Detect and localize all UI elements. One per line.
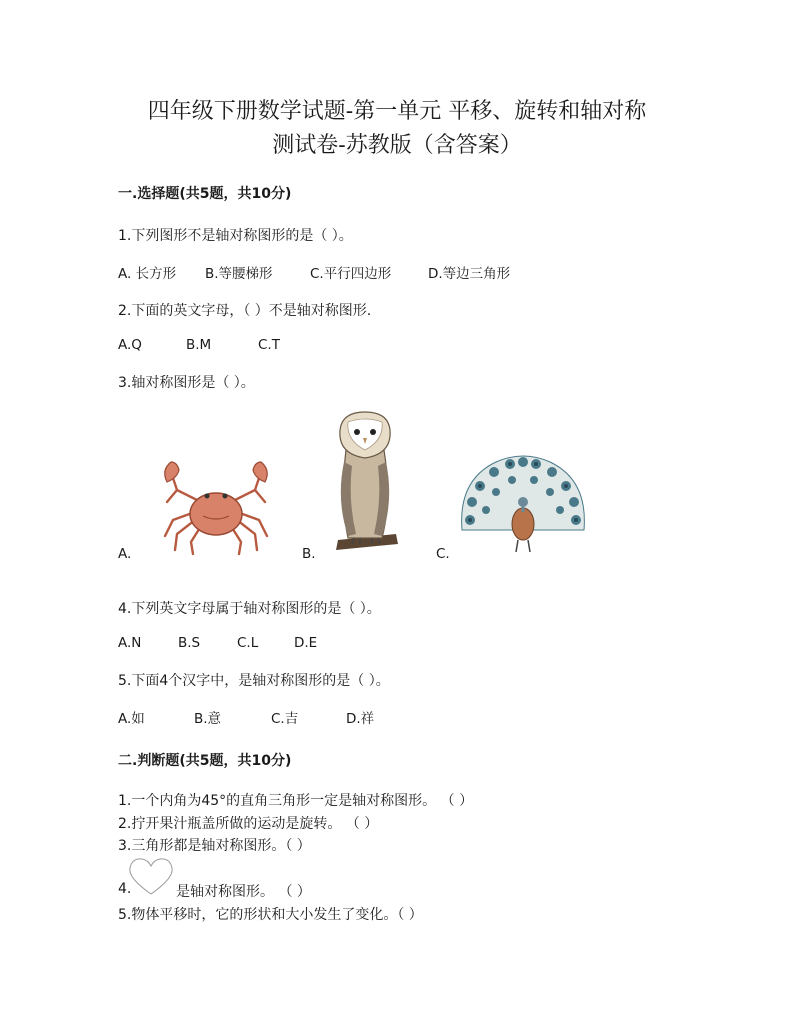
section-1-heading: 一.选择题(共5题，共10分) bbox=[118, 186, 292, 202]
judge-item-4-prefix: 4. bbox=[118, 881, 132, 897]
judge-item-2: 2.拧开果汁瓶盖所做的运动是旋转。 （ ） bbox=[118, 816, 379, 832]
q3-option-c: C. bbox=[436, 546, 450, 562]
heart-icon bbox=[126, 856, 176, 896]
q4-option-a: A.N bbox=[118, 635, 142, 651]
q1-option-b: B.等腰梯形 bbox=[205, 266, 273, 282]
q1-option-a: A. 长方形 bbox=[118, 266, 177, 282]
q5-option-c: C.吉 bbox=[271, 711, 299, 727]
q5-option-b: B.意 bbox=[194, 711, 222, 727]
crab-icon bbox=[155, 450, 277, 556]
question-4-stem: 4.下列英文字母属于轴对称图形的是（ ）。 bbox=[118, 601, 381, 617]
judge-item-3: 3.三角形都是轴对称图形。（ ） bbox=[118, 838, 311, 854]
q5-option-a: A.如 bbox=[118, 711, 145, 727]
q1-option-d: D.等边三角形 bbox=[428, 266, 511, 282]
judge-item-4-suffix: 是轴对称图形。 （ ） bbox=[176, 884, 311, 900]
judge-item-5: 5.物体平移时，它的形状和大小发生了变化。（ ） bbox=[118, 907, 423, 923]
q4-option-b: B.S bbox=[178, 635, 201, 651]
title-line-1: 四年级下册数学试题-第一单元 平移、旋转和轴对称 bbox=[147, 99, 647, 124]
title-line-2: 测试卷-苏教版（含答案） bbox=[272, 133, 522, 158]
q3-option-b: B. bbox=[302, 546, 316, 562]
question-3-stem: 3.轴对称图形是（ ）。 bbox=[118, 375, 255, 391]
q4-option-c: C.L bbox=[237, 635, 259, 651]
question-5-stem: 5.下面4个汉字中，是轴对称图形的是（ ）。 bbox=[118, 673, 390, 689]
owl-icon bbox=[326, 410, 404, 558]
q2-option-c: C.T bbox=[258, 337, 280, 353]
q3-option-a: A. bbox=[118, 546, 132, 562]
q5-option-d: D.祥 bbox=[346, 711, 375, 727]
question-2-stem: 2.下面的英文字母，（ ）不是轴对称图形. bbox=[118, 303, 372, 319]
q2-option-a: A.Q bbox=[118, 337, 142, 353]
judge-item-1: 1.一个内角为45°的直角三角形一定是轴对称图形。 （ ） bbox=[118, 793, 474, 809]
section-2-heading: 二.判断题(共5题，共10分) bbox=[118, 753, 292, 769]
question-1-stem: 1.下列图形不是轴对称图形的是（ ）。 bbox=[118, 228, 353, 244]
q4-option-d: D.E bbox=[294, 635, 318, 651]
q1-option-c: C.平行四边形 bbox=[310, 266, 392, 282]
peacock-icon bbox=[456, 450, 590, 556]
q2-option-b: B.M bbox=[186, 337, 212, 353]
